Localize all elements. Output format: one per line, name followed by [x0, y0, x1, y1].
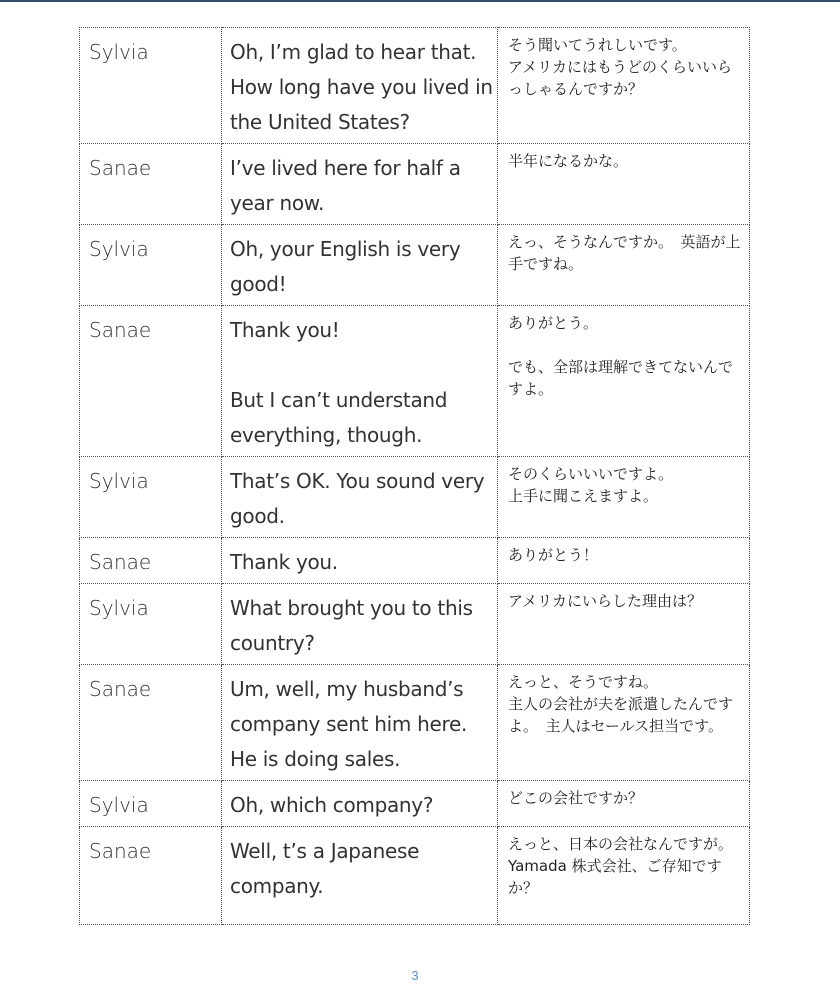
speaker-name: Sylvia — [89, 40, 149, 64]
speaker-cell — [80, 781, 222, 827]
speaker-cell — [80, 665, 222, 781]
english-line: Well, t’s a Japanese company. — [230, 839, 420, 898]
speaker-cell — [80, 457, 222, 538]
english-line: Oh, your English is very good! — [230, 237, 461, 296]
speaker-cell — [80, 584, 222, 665]
english-paragraphs — [222, 306, 497, 456]
speaker-name: Sanae — [89, 839, 152, 863]
japanese-cell — [498, 665, 750, 781]
english-cell — [222, 28, 498, 144]
english-line: Thank you! — [230, 318, 340, 342]
english-line: Oh, I’m glad to hear that. How long have you lived in the United States? — [230, 40, 493, 134]
japanese-cell — [498, 538, 750, 584]
speaker-name: Sylvia — [89, 596, 149, 620]
english-cell — [222, 538, 498, 584]
table-row — [80, 144, 750, 225]
japanese-cell — [498, 28, 750, 144]
english-line: Thank you. — [230, 550, 338, 574]
japanese-paragraphs — [498, 306, 749, 404]
japanese-line: 半年になるかな。 — [508, 152, 629, 170]
english-cell — [222, 144, 498, 225]
english-cell — [222, 665, 498, 781]
japanese-line: アメリカにいらした理由は？ — [508, 592, 702, 610]
english-cell — [222, 827, 498, 925]
header-rule — [0, 0, 840, 2]
table-row — [80, 665, 750, 781]
japanese-cell — [498, 781, 750, 827]
speaker-cell — [80, 827, 222, 925]
japanese-line: どこの会社ですか？ — [508, 789, 644, 807]
table-row — [80, 584, 750, 665]
speaker-name: Sylvia — [89, 469, 149, 493]
speaker-cell — [80, 306, 222, 457]
speaker-name: Sanae — [89, 550, 152, 574]
speaker-name: Sanae — [89, 318, 152, 342]
speaker-name: Sanae — [89, 156, 152, 180]
english-line: Um, well, my husband’s company sent him here. He is doing sales. — [230, 677, 468, 771]
speaker-name: Sanae — [89, 677, 152, 701]
page-number: 3 — [411, 968, 419, 983]
speaker-name: Sylvia — [89, 793, 149, 817]
english-cell — [222, 225, 498, 306]
japanese-cell — [498, 584, 750, 665]
table-row — [80, 225, 750, 306]
english-line: I’ve lived here for half a year now. — [230, 156, 461, 215]
japanese-line: ありがとう！ — [508, 546, 599, 564]
japanese-line: そう聞いてうれしいです。 アメリカにはもうどのくらいいらっしゃるんですか？ — [508, 36, 732, 98]
japanese-line: えっと、日本の会社なんですが。 Yamada 株式会社、ご存知ですか？ — [508, 835, 734, 897]
speaker-cell — [80, 144, 222, 225]
dialogue-table-body — [80, 28, 750, 925]
english-line: That’s OK. You sound very good. — [230, 469, 485, 528]
japanese-line: ありがとう。 — [508, 314, 599, 332]
table-row — [80, 306, 750, 457]
english-line: But I can’t understand everything, though. — [230, 388, 448, 447]
japanese-cell — [498, 144, 750, 225]
japanese-line: えっ、そうなんですか。 英語が上手ですね。 — [508, 233, 741, 273]
speaker-cell — [80, 28, 222, 144]
speaker-name: Sylvia — [89, 237, 149, 261]
table-row — [80, 28, 750, 144]
english-cell — [222, 584, 498, 665]
japanese-cell — [498, 827, 750, 925]
japanese-cell — [498, 306, 750, 457]
japanese-line: そのくらいいいですよ。 上手に聞こえますよ。 — [508, 465, 674, 505]
table-row — [80, 457, 750, 538]
table-row — [80, 781, 750, 827]
japanese-cell — [498, 457, 750, 538]
speaker-cell — [80, 225, 222, 306]
dialogue-table — [79, 27, 750, 925]
english-line: What brought you to this country? — [230, 596, 473, 655]
table-row — [80, 827, 750, 925]
english-cell — [222, 781, 498, 827]
english-line: Oh, which company? — [230, 793, 434, 817]
speaker-cell — [80, 538, 222, 584]
japanese-line: でも、全部は理解できてないんですよ。 — [508, 358, 734, 398]
table-row — [80, 538, 750, 584]
japanese-cell — [498, 225, 750, 306]
english-cell — [222, 457, 498, 538]
japanese-line: えっと、そうですね。 主人の会社が夫を派遣したんですよ。 主人はセールス担当です。 — [508, 673, 734, 735]
english-cell — [222, 306, 498, 457]
